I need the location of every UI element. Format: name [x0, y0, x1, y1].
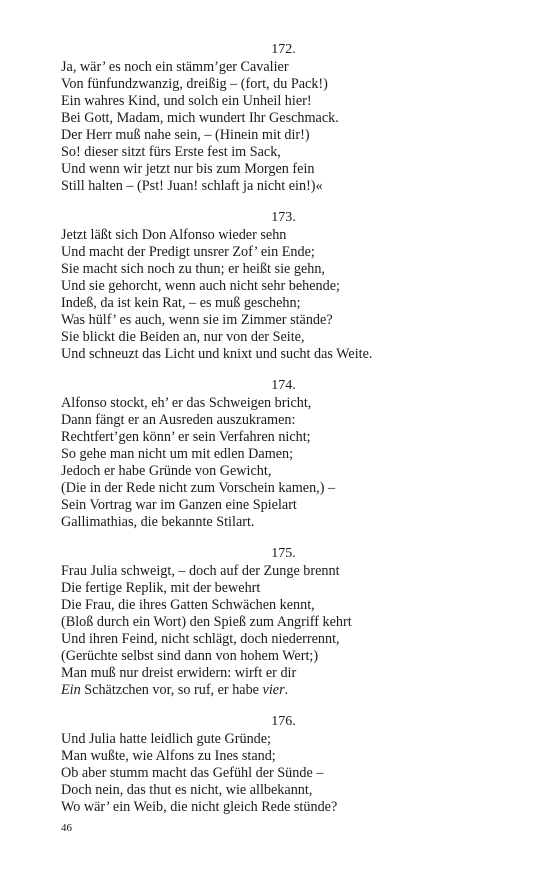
stanza-number: 176. [271, 714, 296, 729]
verse-line: (Die in der Rede nicht zum Vorschein kamen,) – [61, 480, 336, 496]
verse-line: Jedoch er habe Gründe von Gewicht, [61, 463, 272, 479]
verse-line: Man muß nur dreist erwidern: wirft er dir [61, 665, 297, 681]
verse-line: Doch nein, das thut es nicht, wie allbekannt, [61, 782, 313, 798]
verse-line: (Bloß durch ein Wort) den Spieß zum Angriff kehrt [61, 614, 352, 630]
stanza-174 [61, 378, 501, 531]
verse-line: Und schneuzt das Licht und knixt und sucht das Weite. [61, 346, 373, 362]
stanza-175 [61, 546, 501, 699]
line-text: . [284, 682, 289, 698]
verse-line: Frau Julia schweigt, – doch auf der Zunge brennt [61, 563, 340, 579]
verse-line: Was hülf’ es auch, wenn sie im Zimmer stände? [61, 312, 333, 328]
verse-line: Von fünfundzwanzig, dreißig – (fort, du Pack!) [61, 76, 328, 92]
verse-line: (Gerüchte selbst sind dann von hohem Wert;) [61, 648, 319, 664]
verse-line: Ob aber stumm macht das Gefühl der Sünde – [61, 765, 324, 781]
verse-line: Sie blickt die Beiden an, nur von der Seite, [61, 329, 305, 345]
verse-line: So gehe man nicht um mit edlen Damen; [61, 446, 294, 462]
verse-line: Ein wahres Kind, und solch ein Unheil hier! [61, 93, 312, 109]
verse-line: Und macht der Predigt unsrer Zof’ ein Ende; [61, 244, 315, 260]
verse-line: Sein Vortrag war im Ganzen eine Spielart [61, 497, 297, 513]
stanza-number: 173. [271, 210, 296, 225]
verse-line: Dann fängt er an Ausreden auszukramen: [61, 412, 296, 428]
stanza-number: 174. [271, 378, 296, 393]
verse-line: Rechtfert’gen könn’ er sein Verfahren nicht; [61, 429, 311, 445]
verse-line: Sie macht sich noch zu thun; er heißt sie gehn, [61, 261, 325, 277]
stanza-number: 175. [271, 546, 296, 561]
verse-line: Man wußte, wie Alfons zu Ines stand; [61, 748, 276, 764]
verse-line: Indeß, da ist kein Rat, – es muß geschehn; [61, 295, 301, 311]
verse-line: Bei Gott, Madam, mich wundert Ihr Geschmack. [61, 110, 339, 126]
verse-line: Gallimathias, die bekannte Stilart. [61, 514, 255, 530]
verse-line: Der Herr muß nahe sein, – (Hinein mit dir!) [61, 127, 310, 143]
stanza-number: 172. [271, 42, 296, 57]
line-text: Schätzchen vor, so ruf, er habe [80, 682, 263, 698]
verse-line: Ja, wär’ es noch ein stämm’ger Cavalier [61, 59, 289, 75]
stanza-173 [61, 210, 501, 363]
verse-line: Alfonso stockt, eh’ er das Schweigen bricht, [61, 395, 312, 411]
stanza-176 [61, 714, 501, 816]
verse-line [61, 682, 501, 699]
verse-line: Und sie gehorcht, wenn auch nicht sehr behende; [61, 278, 340, 294]
verse-line: Die Frau, die ihres Gatten Schwächen kennt, [61, 597, 315, 613]
verse-line: Jetzt läßt sich Don Alfonso wieder sehn [61, 227, 287, 243]
verse-line: Und ihren Feind, nicht schlägt, doch niederrennt, [61, 631, 340, 647]
verse-line: Still halten – (Pst! Juan! schlaft ja nicht ein!)« [61, 178, 323, 194]
emphasis-text: vier [262, 682, 285, 698]
verse-line: Und Julia hatte leidlich gute Gründe; [61, 731, 271, 747]
emphasis-text: Ein [61, 682, 81, 698]
verse-line: So! dieser sitzt fürs Erste fest im Sack, [61, 144, 281, 160]
verse-line: Wo wär’ ein Weib, die nicht gleich Rede stünde? [61, 799, 338, 815]
verse-line: Und wenn wir jetzt nur bis zum Morgen fein [61, 161, 315, 177]
stanza-172 [61, 42, 501, 195]
page-number: 46 [61, 822, 72, 834]
verse-line: Die fertige Replik, mit der bewehrt [61, 580, 261, 596]
